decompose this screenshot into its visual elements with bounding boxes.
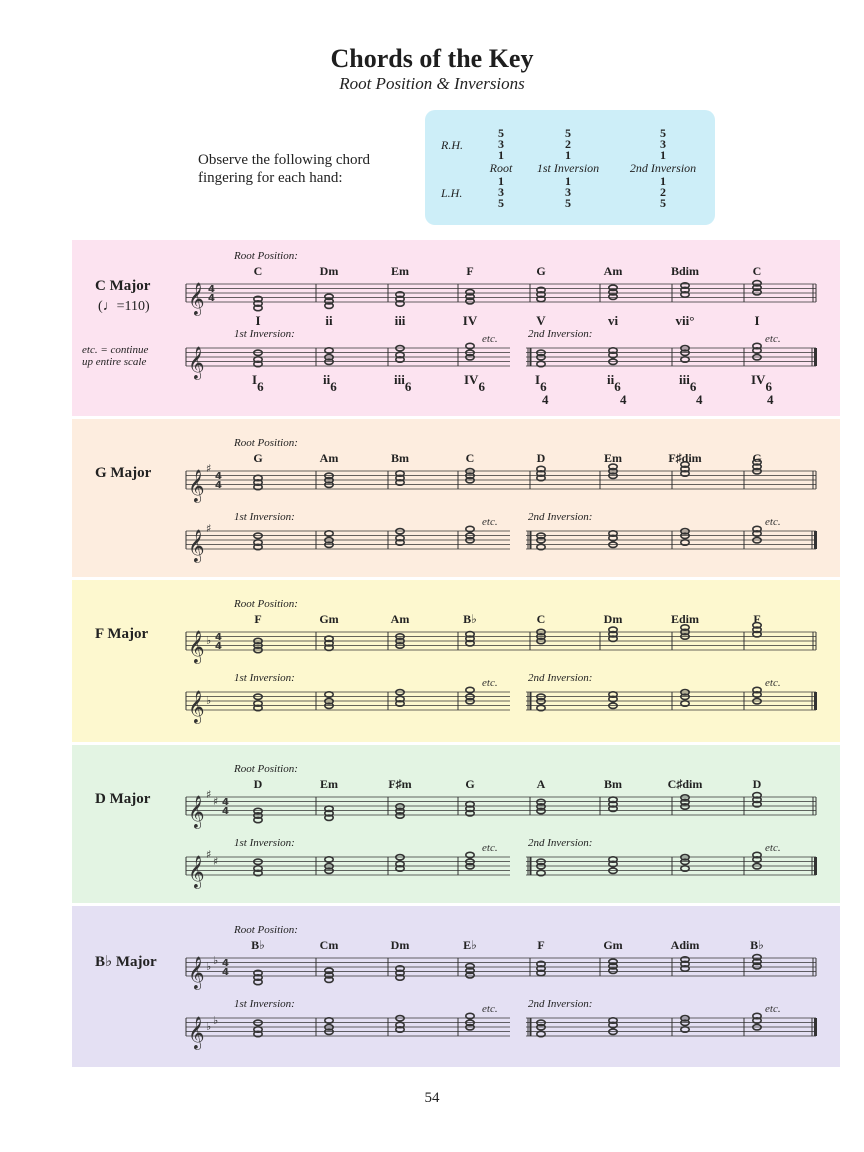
second-inversion-label: 2nd Inversion: [528,511,593,523]
chord-name: Cm [319,938,339,952]
second-inversion-label: 2nd Inversion: [528,998,593,1010]
key-name: G Major [95,465,152,481]
chord-name: Edim [670,612,700,626]
chord-name: F [537,938,545,952]
roman-numeral: ii [325,313,333,328]
roman-numeral: iii [394,313,406,328]
svg-text:𝄞: 𝄞 [188,1016,205,1049]
etc-mark: etc. [765,677,781,689]
root-position-label: Root Position: [234,598,298,610]
chord-name: D [253,777,263,791]
etc-mark: etc. [765,333,781,345]
second-inversion-numeral: IV6 4 [751,372,774,407]
first-inversion-numeral: I6 [252,372,264,394]
svg-text:♯: ♯ [206,522,212,535]
etc-mark: etc. [765,1003,781,1015]
page-subtitle: Root Position & Inversions [339,74,525,93]
svg-text:♭: ♭ [206,1020,212,1033]
chord-name: F [466,264,474,278]
second-inversion-label: 2nd Inversion: [528,328,593,340]
svg-text:𝄞: 𝄞 [188,795,205,828]
first-inversion-label: 1st Inversion: [234,672,295,684]
chord-name: Dm [603,612,623,626]
svg-text:4: 4 [215,641,222,652]
staff-notation [72,906,840,1067]
rh-label: R.H. [441,138,463,152]
svg-text:4: 4 [208,284,215,295]
second-inversion-numeral: ii6 4 [607,372,627,407]
key-name: D Major [95,791,151,807]
svg-text:♭: ♭ [206,960,212,973]
svg-text:♯: ♯ [213,795,219,808]
etc-mark: etc. [482,333,498,345]
svg-text:4: 4 [222,806,229,817]
page-title: Chords of the Key [330,44,534,73]
fingering-col-1st-inversion: 5 2 1 1st Inversion 1 3 5 [536,126,600,210]
intro-text: Observe the following chord fingering for each hand: [198,152,371,186]
chord-name: D [752,777,762,791]
fingering-box [425,110,715,225]
first-inversion-label: 1st Inversion: [234,511,295,523]
svg-text:4: 4 [215,632,222,643]
fingering-col-2nd-inversion: 5 3 1 2nd Inversion 1 2 5 [629,126,697,210]
root-position-label: Root Position: [234,437,298,449]
key-name: B♭ Major [95,954,157,970]
first-inversion-label: 1st Inversion: [234,328,295,340]
chord-name: E♭ [463,938,477,952]
chord-name: C [253,264,263,278]
svg-text:♭: ♭ [213,954,219,967]
root-position-label: Root Position: [234,250,298,262]
etc-mark: etc. [482,1003,498,1015]
root-position-label: Root Position: [234,924,298,936]
chord-name: B♭ [463,612,477,626]
tempo-marking: (♩=110) [98,299,150,314]
svg-text:♯: ♯ [206,462,212,475]
svg-text:♯: ♯ [206,848,212,861]
roman-numeral: I [255,313,261,328]
fingering-col-root: 5 3 1 Root 1 3 5 [489,126,513,210]
chord-name: F [753,612,761,626]
svg-text:♭: ♭ [206,694,212,707]
chord-name: Gm [603,938,623,952]
chord-name: Bm [391,451,409,465]
page-number: 54 [424,1090,440,1106]
svg-text:4: 4 [215,480,222,491]
chord-name: Bm [604,777,622,791]
roman-numeral: V [536,313,546,328]
svg-text:𝄞: 𝄞 [188,855,205,888]
second-inversion-numeral: iii6 4 [679,372,703,407]
first-inversion-numeral: ii6 [323,372,337,394]
staff-notation [72,240,840,416]
chord-name: A [536,777,546,791]
chord-name: Bdim [670,264,700,278]
etc-mark: etc. [482,516,498,528]
key-panel-0 [72,240,840,416]
chord-name: G [752,451,762,465]
chord-name: F [254,612,262,626]
first-inversion-numeral: iii6 [394,372,412,394]
first-inversion-label: 1st Inversion: [234,837,295,849]
root-position-label: Root Position: [234,763,298,775]
chord-name: B♭ [251,938,265,952]
svg-text:♭: ♭ [213,1014,219,1027]
chord-name: Am [390,612,410,626]
staff-notation [72,580,840,742]
staff-notation [72,745,840,903]
svg-text:𝄞: 𝄞 [188,690,205,723]
chord-name: B♭ [750,938,764,952]
first-inversion-label: 1st Inversion: [234,998,295,1010]
svg-text:𝄞: 𝄞 [188,630,205,663]
roman-numeral: vi [607,313,619,328]
chord-name: Dm [319,264,339,278]
svg-text:4: 4 [222,967,229,978]
chord-name: G [465,777,475,791]
lh-label: L.H. [441,186,463,200]
chord-name: C [536,612,546,626]
chord-name: Am [319,451,339,465]
key-name: F Major [95,626,149,642]
chord-name: Adim [670,938,700,952]
svg-text:4: 4 [215,471,222,482]
svg-text:♯: ♯ [213,855,219,868]
svg-text:𝄞: 𝄞 [188,346,205,379]
svg-text:4: 4 [208,293,215,304]
chord-name: Am [603,264,623,278]
chord-name: D [536,451,546,465]
key-panel-1 [72,419,840,577]
first-inversion-numeral: IV6 [464,372,485,394]
svg-text:♭: ♭ [206,634,212,647]
key-panel-4 [72,906,840,1067]
chord-name: F♯dim [668,451,702,465]
chord-name: C♯dim [667,777,703,791]
key-panel-2 [72,580,840,742]
chord-name: G [536,264,546,278]
chord-name: Em [320,777,338,791]
chord-name: Dm [390,938,410,952]
svg-text:𝄞: 𝄞 [188,469,205,502]
roman-numeral: vii° [675,313,695,328]
chord-name: C [752,264,762,278]
svg-text:4: 4 [222,958,229,969]
etc-mark: etc. [482,842,498,854]
chord-name: Em [391,264,409,278]
second-inversion-label: 2nd Inversion: [528,837,593,849]
svg-text:𝄞: 𝄞 [188,282,205,315]
etc-note: etc. = continue up entire scale [82,344,149,368]
chord-name: Em [604,451,622,465]
svg-text:4: 4 [222,797,229,808]
chord-name: Gm [319,612,339,626]
chord-name: G [253,451,263,465]
key-name: C Major [95,278,151,294]
etc-mark: etc. [765,516,781,528]
second-inversion-label: 2nd Inversion: [528,672,593,684]
staff-notation [72,419,840,577]
svg-text:♯: ♯ [206,788,212,801]
svg-text:𝄞: 𝄞 [188,529,205,562]
roman-numeral: IV [462,313,478,328]
etc-mark: etc. [765,842,781,854]
roman-numeral: I [754,313,760,328]
chord-name: F♯m [388,777,412,791]
chord-name: C [465,451,475,465]
second-inversion-numeral: I6 4 [535,372,549,407]
key-panel-3 [72,745,840,903]
etc-mark: etc. [482,677,498,689]
svg-text:𝄞: 𝄞 [188,956,205,989]
